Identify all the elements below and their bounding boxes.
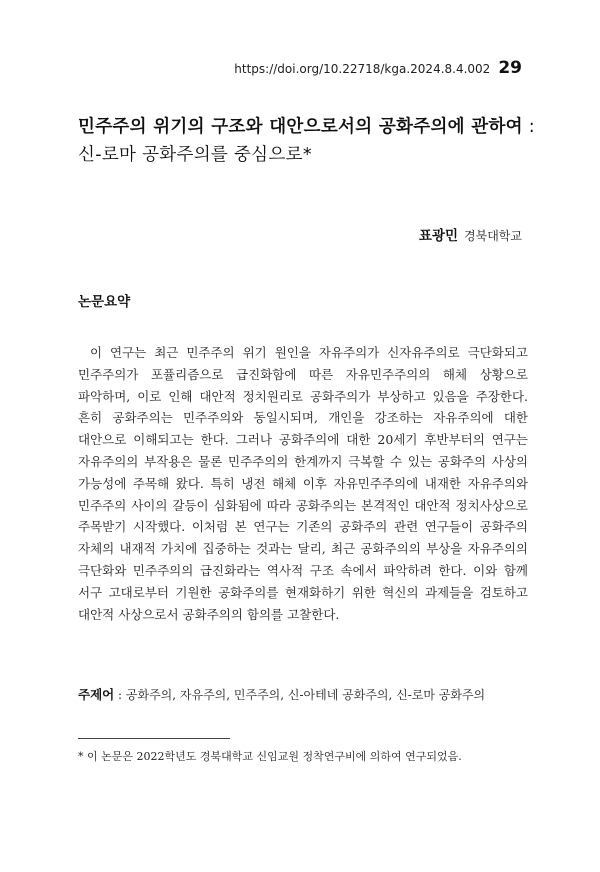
keywords-label: 주제어 — [78, 687, 115, 702]
footnote: * 이 논문은 2022학년도 경북대학교 신임교원 정착연구비에 의하여 연구되었음. — [78, 750, 462, 763]
keywords-line — [78, 685, 538, 703]
keywords-value: 공화주의, 자유주의, 민주주의, 신-아테네 공화주의, 신-로마 공화주의 — [125, 688, 486, 702]
author-name: 표광민 — [418, 228, 459, 244]
paper-title — [78, 113, 538, 169]
author-block — [419, 224, 522, 244]
page-number: 29 — [498, 58, 522, 78]
author-affiliation: 경북대학교 — [464, 229, 522, 243]
keywords-separator: : — [114, 688, 126, 702]
running-header — [234, 58, 522, 78]
title-footnote-marker: * — [302, 145, 312, 165]
doi-link[interactable]: https://doi.org/10.22718/kga.2024.8.4.002 — [234, 62, 491, 76]
footnote-divider — [78, 738, 230, 739]
title-subtitle: 신-로마 공화주의를 중심으로 — [78, 145, 303, 165]
title-main: 민주주의 위기의 구조와 대안으로서의 공화주의에 관하여 — [78, 117, 523, 137]
abstract-body: 이 연구는 최근 민주주의 위기 원인을 자유주의가 신자유주의로 극단화되고 민주주의가 포퓰리즘으로 급진화함에 따른 자유민주주의의 해체 상황으로 파악하며, 이로 인해 대안적 정치원리로 공화주의가 부상하고 있음을 주장한다. 흔히 공화주의는 민주주의와 동일시되며, 개인을 강조하는 자유주의에 대한 대안으로 이해되고는 한다. 그러나 공화주의에 대한 20세기 후반부터의 연구는 자유주의의 부작용은 물론 민주주의의 한계까지 극복할 수 있는 공화주의 사상의 가능성에 주목해 왔다. 특히 냉전 해체 이후 자유민주주의에 내재한 자유주의와 민주주의 사이의 갈등이 심화됨에 따라 공화주의는 본격적인 대안적 정치사상으로 주목받기 시작했다. 이처럼 본 연구는 기존의 공화주의 관련 연구들이 공화주의 자체의 내재적 가치에 집중하는 것과는 달리, 최근 공화주의의 부상을 자유주의의 극단화와 민주주의의 급진화라는 역사적 구조 속에서 파악하려 한다. 이와 함께 서구 고대로부터 기원한 공화주의를 현재화하기 위한 혁신의 과제들을 검토하고 대안적 사상으로서 공화주의의 함의를 고찰한다. — [78, 345, 528, 622]
abstract-heading: 논문요약 — [78, 294, 131, 310]
title-separator: : — [522, 117, 535, 137]
